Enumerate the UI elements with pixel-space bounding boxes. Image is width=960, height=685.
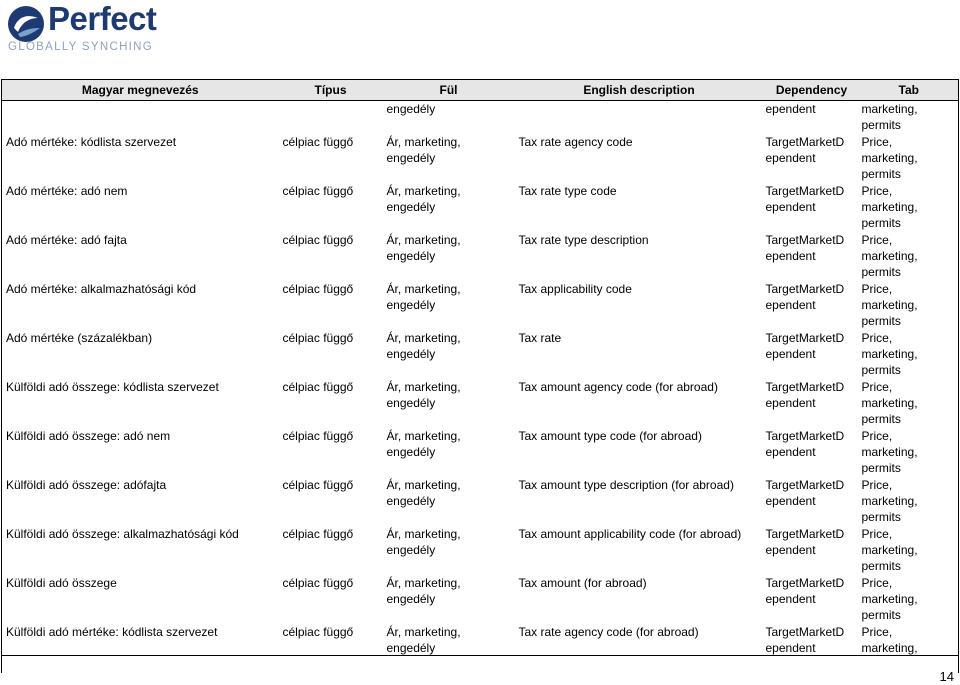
- page-number: 14: [939, 669, 954, 684]
- table-row: [2, 526, 959, 575]
- cell-hungarian: Adó mértéke (százalékban): [2, 330, 279, 379]
- cell-hungarian: Külföldi adó összege: adó nem: [2, 428, 279, 477]
- header-english-description: English description: [515, 80, 764, 101]
- cell-hungarian: Adó mértéke: adó nem: [2, 183, 279, 232]
- cell-hungarian: Külföldi adó összege: alkalmazhatósági kód: [2, 526, 279, 575]
- cell-dependency: TargetMarketD ependent: [765, 526, 845, 557]
- cell-fule: Ár, marketing, engedély: [386, 134, 461, 165]
- cell-fule: Ár, marketing, engedély: [386, 281, 461, 312]
- cell-fule: Ár, marketing, engedély: [386, 379, 461, 410]
- cell-dependency: ependent: [765, 102, 816, 116]
- table-row: [2, 134, 959, 183]
- perfect-logo: [6, 0, 166, 54]
- cell-fule: Ár, marketing, engedély: [386, 575, 461, 606]
- table-row: [2, 428, 959, 477]
- cell-tab: Price, marketing, permits: [860, 232, 959, 281]
- cell-dependency: TargetMarketD ependent: [765, 183, 845, 214]
- cell-english: [515, 101, 764, 134]
- header-tipus: Típus: [279, 80, 383, 101]
- cell-english: Tax rate agency code: [518, 134, 633, 149]
- cell-tab: Price, marketing, permits: [860, 330, 959, 379]
- table-header-row: [2, 80, 959, 101]
- cell-english: Tax amount agency code (for abroad): [518, 379, 718, 394]
- table-row: [2, 624, 959, 673]
- cell-tab: Price, marketing, permits: [860, 428, 959, 477]
- cell-fule: Ár, marketing, engedély: [386, 477, 461, 508]
- cell-type: célpiac függő: [282, 428, 354, 443]
- cell-type: célpiac függő: [282, 624, 354, 639]
- cell-tab: Price, marketing, permits: [860, 575, 959, 624]
- cell-type: [279, 101, 383, 134]
- cell-type: célpiac függő: [282, 575, 354, 590]
- table-row: [2, 281, 959, 330]
- cell-hungarian: Adó mértéke: kódlista szervezet: [2, 134, 279, 183]
- cell-tab: Price, marketing, permits: [860, 379, 959, 428]
- cell-dependency: TargetMarketD ependent: [765, 575, 845, 606]
- cell-type: célpiac függő: [282, 232, 354, 247]
- continuation-row: [2, 101, 959, 134]
- table-row: [2, 575, 959, 624]
- cell-hungarian: Külföldi adó összege: [2, 575, 279, 624]
- cell-dependency: TargetMarketD ependent: [765, 477, 845, 508]
- cell-tab: Price, marketing, permits: [860, 183, 959, 232]
- cell-tab: Price, marketing,: [860, 624, 959, 673]
- cell-type: célpiac függő: [282, 526, 354, 541]
- table-row: [2, 183, 959, 232]
- cell-fule: Ár, marketing, engedély: [386, 183, 461, 214]
- cell-tab: marketing, permits: [860, 101, 959, 134]
- cell-type: célpiac függő: [282, 134, 354, 149]
- cell-english: Tax rate type description: [518, 232, 649, 247]
- cell-type: célpiac függő: [282, 477, 354, 492]
- header-dependency: Dependency: [764, 80, 860, 101]
- cell-type: célpiac függő: [282, 330, 354, 345]
- cell-hungarian: Adó mértéke: adó fajta: [2, 232, 279, 281]
- cell-english: Tax amount type code (for abroad): [518, 428, 702, 443]
- cell-dependency: TargetMarketD ependent: [765, 379, 845, 410]
- cell-hungarian: Adó mértéke: alkalmazhatósági kód: [2, 281, 279, 330]
- cell-dependency: TargetMarketD ependent: [765, 134, 845, 165]
- header-magyar-megnevezes: Magyar megnevezés: [2, 80, 279, 101]
- cell-english: Tax amount (for abroad): [518, 575, 647, 590]
- cell-type: célpiac függő: [282, 281, 354, 296]
- attribute-table: [1, 79, 959, 673]
- cell-english: Tax amount type description (for abroad): [518, 477, 734, 492]
- cell-hungarian: [2, 101, 279, 134]
- cell-fule: Ár, marketing, engedély: [386, 232, 461, 263]
- cell-dependency: TargetMarketD ependent: [765, 232, 845, 263]
- cell-dependency: TargetMarketD ependent: [765, 330, 845, 361]
- cell-english: Tax applicability code: [518, 281, 632, 296]
- logo-tagline: GLOBALLY SYNCHING: [8, 41, 154, 53]
- cell-tab: Price, marketing, permits: [860, 134, 959, 183]
- cell-dependency: TargetMarketD ependent: [765, 428, 845, 459]
- logo-wordmark: Perfect: [48, 0, 157, 37]
- cell-english: Tax rate: [518, 330, 562, 345]
- cell-tab: Price, marketing, permits: [860, 477, 959, 526]
- cell-dependency: TargetMarketD ependent: [765, 281, 845, 312]
- cell-hungarian: Külföldi adó összege: kódlista szervezet: [2, 379, 279, 428]
- cell-hungarian: Külföldi adó mértéke: kódlista szervezet: [2, 624, 279, 673]
- cell-fule: Ár, marketing, engedély: [386, 526, 461, 557]
- header-tab: Tab: [860, 80, 959, 101]
- cell-tab: Price, marketing, permits: [860, 526, 959, 575]
- cell-fule: Ár, marketing, engedély: [386, 428, 461, 459]
- table-row: [2, 232, 959, 281]
- cell-type: célpiac függő: [282, 183, 354, 198]
- cell-english: Tax amount applicability code (for abroad): [518, 526, 742, 541]
- cell-fule: Ár, marketing, engedély: [386, 624, 461, 655]
- table-bottom-border: [1, 655, 958, 656]
- perfect-globe-logo-icon: [8, 6, 44, 42]
- cell-english: Tax rate agency code (for abroad): [518, 624, 699, 639]
- cell-type: célpiac függő: [282, 379, 354, 394]
- cell-hungarian: Külföldi adó összege: adófajta: [2, 477, 279, 526]
- cell-english: Tax rate type code: [518, 183, 617, 198]
- header-ful: Fül: [383, 80, 515, 101]
- cell-fule: engedély: [386, 102, 436, 116]
- table-row: [2, 330, 959, 379]
- cell-fule: Ár, marketing, engedély: [386, 330, 461, 361]
- table-row: [2, 477, 959, 526]
- cell-dependency: TargetMarketD ependent: [765, 624, 845, 655]
- cell-tab: Price, marketing, permits: [860, 281, 959, 330]
- table-row: [2, 379, 959, 428]
